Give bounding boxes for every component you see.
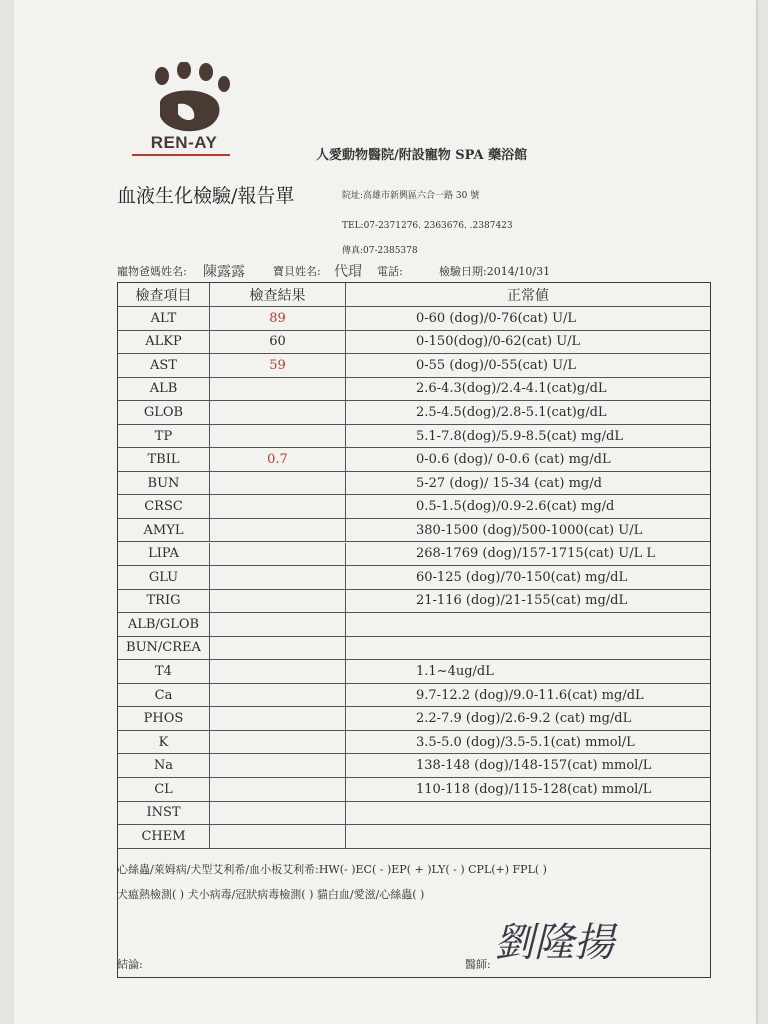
item-name: ALB [118,378,210,401]
item-range: 0-55 (dog)/0-55(cat) U/L [416,357,577,373]
item-name: TRIG [118,590,210,613]
item-name: BUN/CREA [118,637,210,660]
table-row [118,660,710,684]
table-row [118,425,710,449]
table-row [118,331,710,355]
item-range: 5-27 (dog)/ 15-34 (cat) mg/d [416,475,602,491]
item-range: 380-1500 (dog)/500-1000(cat) U/L [416,522,643,538]
item-result: 59 [210,354,346,377]
table-row [118,495,710,519]
item-range [346,613,710,636]
table-row [118,707,710,731]
item-result [210,425,346,448]
item-range: 1.1~4ug/dL [416,664,494,680]
table-row [118,448,710,472]
item-range [346,637,710,660]
item-name: T4 [118,660,210,683]
item-result [210,472,346,495]
header-item: 檢查項目 [118,283,210,306]
report-title: 血液生化檢驗/報告單 [117,185,295,207]
item-name: INST [118,802,210,825]
item-range [346,802,710,825]
notes-line-1: 心絲蟲/萊姆病/犬型艾利希/血小板艾利希:HW(- )EC( - )EP( + )LY( - ) CPL(+) FPL( ) [117,863,547,876]
item-name: CRSC [118,495,210,518]
table-row [118,378,710,402]
table-row [118,566,710,590]
item-range: 2.2-7.9 (dog)/2.6-9.2 (cat) mg/dL [416,711,632,727]
item-range: 138-148 (dog)/148-157(cat) mmol/L [416,758,652,774]
item-name: ALKP [118,331,210,354]
table-row [118,472,710,496]
pet-label: 寶貝姓名: [273,265,321,278]
item-range: 0.5-1.5(dog)/0.9-2.6(cat) mg/d [416,499,615,515]
item-range: 0-0.6 (dog)/ 0-0.6 (cat) mg/dL [416,452,611,468]
item-name: K [118,731,210,754]
item-result [210,684,346,707]
item-range: 2.6-4.3(dog)/2.4-4.1(cat)g/dL [416,381,607,397]
item-result [210,825,346,848]
table-row [118,401,710,425]
table-row [118,778,710,802]
item-result [210,495,346,518]
pet-name: 代瑁 [334,264,362,280]
logo-text: REN-AY [150,133,218,152]
owner-name: 陳露露 [203,264,245,280]
item-result [210,401,346,424]
item-result [210,590,346,613]
phone-label: 電話: [377,265,403,278]
item-name: TBIL [118,448,210,471]
item-name: ALT [118,307,210,330]
conclusion-label: 結論: [117,958,143,971]
item-result [210,637,346,660]
item-range: 3.5-5.0 (dog)/3.5-5.1(cat) mmol/L [416,734,635,750]
vet-label: 醫師: [465,958,491,971]
table-header-row [118,283,710,307]
item-name: PHOS [118,707,210,730]
item-result: 0.7 [210,448,346,471]
table-row [118,637,710,661]
table-row [118,802,710,826]
clinic-tel: TEL:07-2371276. 2363676. .2387423 [342,221,513,231]
item-name: CHEM [118,825,210,848]
item-result: 89 [210,307,346,330]
table-row [118,543,710,567]
table-row [118,731,710,755]
item-result [210,566,346,589]
vet-signature [488,904,648,974]
item-name: AMYL [118,519,210,542]
item-range: 5.1-7.8(dog)/5.9-8.5(cat) mg/dL [416,428,623,444]
item-name: TP [118,425,210,448]
report-page [14,0,756,1024]
item-range: 60-125 (dog)/70-150(cat) mg/dL [416,569,628,585]
table-row [118,307,710,331]
item-result [210,543,346,566]
item-result [210,519,346,542]
item-name: Na [118,754,210,777]
logo-underline [132,154,230,156]
table-row [118,825,710,849]
item-result [210,754,346,777]
item-name: CL [118,778,210,801]
vet-signature-text: 劉隆揚 [494,920,614,966]
item-range [346,825,710,848]
header-range: 正常値 [507,287,549,304]
owner-label: 寵物爸媽姓名: [117,265,187,278]
table-row [118,354,710,378]
item-range: 2.5-4.5(dog)/2.8-5.1(cat)g/dL [416,404,607,420]
item-range: 0-60 (dog)/0-76(cat) U/L [416,310,577,326]
test-date: 檢驗日期:2014/10/31 [439,265,551,278]
table-row [118,519,710,543]
item-range: 0-150(dog)/0-62(cat) U/L [416,334,581,350]
item-result [210,707,346,730]
item-range: 21-116 (dog)/21-155(cat) mg/dL [416,593,628,609]
item-result [210,802,346,825]
item-result [210,778,346,801]
header-result: 檢查結果 [210,283,346,306]
item-result [210,660,346,683]
item-name: GLU [118,566,210,589]
clinic-address: 院址:高雄市新興區六合一路 30 號 [342,191,480,201]
item-name: LIPA [118,543,210,566]
table-row [118,684,710,708]
notes-line-2: 犬瘟熱檢測( ) 犬小病毒/冠狀病毒檢測( ) 貓白血/愛滋/心絲蟲( ) [117,888,425,901]
item-name: BUN [118,472,210,495]
item-range: 268-1769 (dog)/157-1715(cat) U/L L [416,546,655,562]
item-name: AST [118,354,210,377]
table-row [118,590,710,614]
clinic-fax: 傳真:07-2385378 [342,246,418,256]
item-name: ALB/GLOB [118,613,210,636]
item-name: Ca [118,684,210,707]
table-row [118,754,710,778]
table-row [118,613,710,637]
item-range: 110-118 (dog)/115-128(cat) mmol/L [416,781,652,797]
item-result: 60 [210,331,346,354]
item-range: 9.7-12.2 (dog)/9.0-11.6(cat) mg/dL [416,687,644,703]
item-result [210,731,346,754]
clinic-name: 人愛動物醫院/附設寵物 SPA 藥浴館 [316,148,528,163]
item-result [210,613,346,636]
item-result [210,378,346,401]
item-name: GLOB [118,401,210,424]
